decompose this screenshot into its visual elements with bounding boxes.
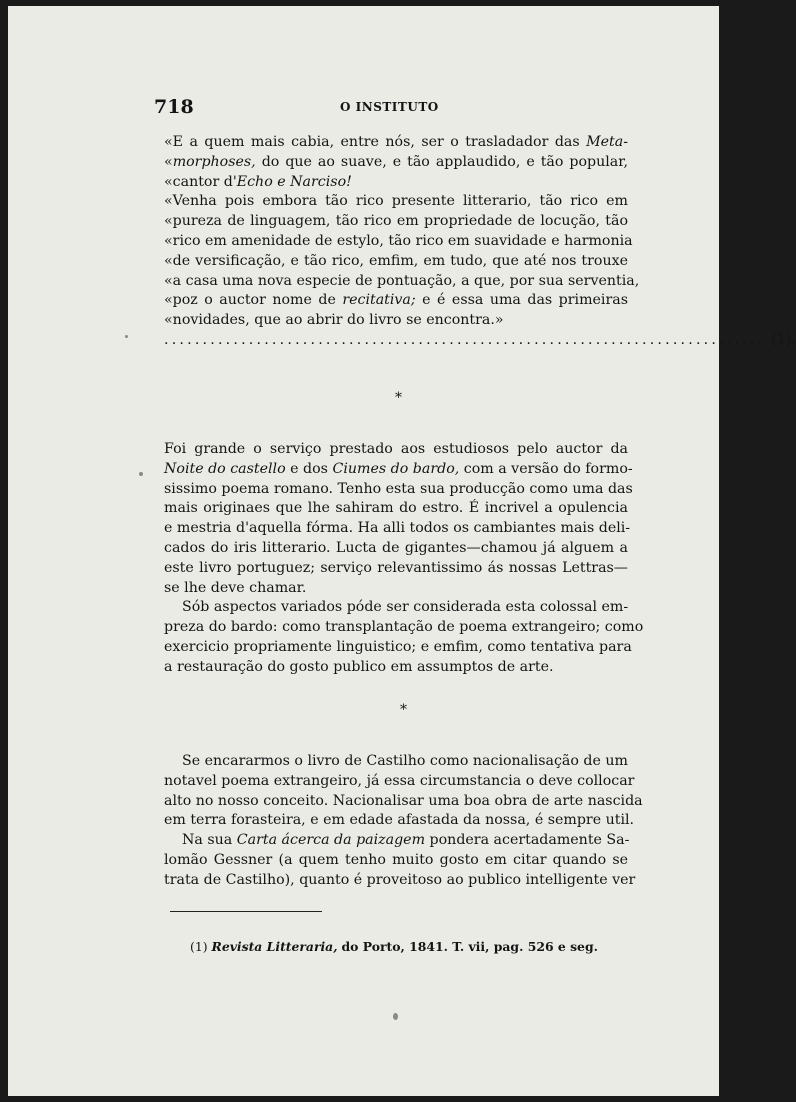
text-run: «novidades, que ao abrir do livro se encontra.» xyxy=(164,312,504,329)
text-line xyxy=(164,579,628,599)
text-run: do que ao suave, e tão applaudido, e tão popular, xyxy=(255,153,628,170)
text-line xyxy=(164,638,632,658)
text-line xyxy=(164,480,633,500)
text-run: «rico em amenidade de estylo, tão rico em suavidade e harmonia xyxy=(164,232,633,249)
text-run: a restauração do gosto publico em assumptos de arte. xyxy=(164,658,554,675)
text-line xyxy=(164,212,628,232)
text-run: e dos xyxy=(285,460,333,477)
section-separator: * xyxy=(400,702,407,718)
italic-title: Ciumes do bardo, xyxy=(332,460,460,477)
text-line xyxy=(164,598,628,618)
text-run: Sób aspectos variados póde ser considerada esta colossal em- xyxy=(182,599,629,616)
footnote-source: Revista Litteraria, xyxy=(211,939,338,954)
text-line xyxy=(164,618,644,638)
italic-title: morphoses, xyxy=(172,153,256,170)
text-run: este livro portuguez; serviço relevantissimo ás nossas Lettras— xyxy=(164,559,628,576)
text-run: mais originaes que lhe sahiram do estro. É incrivel a opulencia xyxy=(164,500,628,517)
italic-title: Echo e Narciso! xyxy=(236,173,352,190)
paper-speck xyxy=(139,472,143,476)
text-line xyxy=(164,831,628,851)
scanned-page xyxy=(8,6,796,1096)
text-run: notavel poema extrangeiro, já essa circumstancia o deve collocar xyxy=(164,772,635,789)
text-run: e mestria d'aquella fórma. Ha alli todos os cambiantes mais deli- xyxy=(164,520,631,537)
italic-title: Meta- xyxy=(586,134,628,150)
section-separator: * xyxy=(395,390,402,406)
quoted-passage xyxy=(164,133,796,351)
text-run: trata de Castilho), quanto é proveitoso ao publico intelligente ver xyxy=(164,871,636,888)
text-run: « xyxy=(164,153,173,170)
text-line xyxy=(164,658,628,678)
text-line xyxy=(164,232,633,252)
text-run: preza do bardo: como transplantação de poema extrangeiro; como xyxy=(164,619,644,636)
italic-title: Noite do castello xyxy=(164,460,286,477)
text-line xyxy=(164,792,643,812)
text-run: se lhe deve chamar. xyxy=(164,579,307,596)
book-page xyxy=(8,6,796,1096)
text-run: alto no nosso conceito. Nacionalisar uma boa obra de arte nascida xyxy=(164,792,643,809)
text-line xyxy=(164,499,628,519)
text-line xyxy=(164,252,628,272)
text-run: Na sua xyxy=(182,832,237,849)
text-run: «a casa uma nova especie de pontuação, a que, por sua serventia, xyxy=(164,272,640,289)
text-line xyxy=(164,291,628,311)
text-run: «poz o auctor nome de xyxy=(164,292,343,309)
text-run: e é essa uma das primeiras xyxy=(415,292,628,309)
text-line xyxy=(164,851,628,871)
text-line xyxy=(164,153,628,173)
text-run: «pureza de linguagem, tão rico em propriedade de locução, tão xyxy=(164,213,628,230)
text-run: «Venha pois embora tão rico presente litterario, tão rico em xyxy=(164,193,628,210)
italic-title: Carta ácerca da paizagem xyxy=(236,832,426,849)
text-line xyxy=(164,272,640,292)
footnote-reference: (1). xyxy=(771,331,796,348)
text-line xyxy=(164,772,635,792)
footnote-marker: (1) xyxy=(190,939,208,954)
dot-leader: .............................................................................. xyxy=(164,331,766,348)
text-run: em terra forasteira, e em edade afastada da nossa, é sempre util. xyxy=(164,812,635,829)
text-line xyxy=(164,133,628,153)
text-line xyxy=(164,173,628,193)
text-line xyxy=(164,192,628,212)
citation-leader xyxy=(164,331,796,351)
paragraph-nationalisation xyxy=(164,752,643,891)
text-run: lomão Gessner (a quem tenho muito gosto em citar quando se xyxy=(164,851,628,868)
text-line xyxy=(164,752,628,772)
paragraph-translation-praise xyxy=(164,440,644,678)
text-line xyxy=(164,871,636,891)
text-line xyxy=(164,460,633,480)
text-line xyxy=(164,811,635,831)
text-line xyxy=(164,311,628,331)
italic-title: recitativa; xyxy=(342,292,416,309)
text-line xyxy=(164,519,631,539)
text-run: «cantor d' xyxy=(164,173,237,190)
text-line xyxy=(164,539,628,559)
text-line xyxy=(164,440,628,460)
text-run: Foi grande o serviço prestado aos estudiosos pelo auctor da xyxy=(164,441,628,457)
running-title: O INSTITUTO xyxy=(340,100,439,114)
text-run: cados do iris litterario. Lucta de gigantes—chamou já alguem a xyxy=(164,539,628,556)
text-run: Se encararmos o livro de Castilho como nacionalisação de um xyxy=(182,753,628,769)
text-line xyxy=(164,559,628,579)
footnote-rule xyxy=(170,911,322,912)
page-number: 718 xyxy=(154,96,194,118)
paper-speck xyxy=(125,335,128,338)
text-run: «E a quem mais cabia, entre nós, ser o trasladador das xyxy=(164,134,587,150)
footnote-details: do Porto, 1841. T. vii, pag. 526 e seg. xyxy=(341,939,598,954)
text-run: exercicio propriamente linguistico; e emfim, como tentativa para xyxy=(164,638,632,655)
text-run: «de versificação, e tão rico, emfim, em tudo, que até nos trouxe xyxy=(164,252,628,269)
text-run: sissimo poema romano. Tenho esta sua producção como uma das xyxy=(164,480,633,497)
text-run: pondera acertadamente Sa- xyxy=(425,832,630,849)
paper-speck xyxy=(393,1013,398,1020)
footnote xyxy=(190,939,598,954)
text-run: com a versão do formo- xyxy=(459,460,633,477)
